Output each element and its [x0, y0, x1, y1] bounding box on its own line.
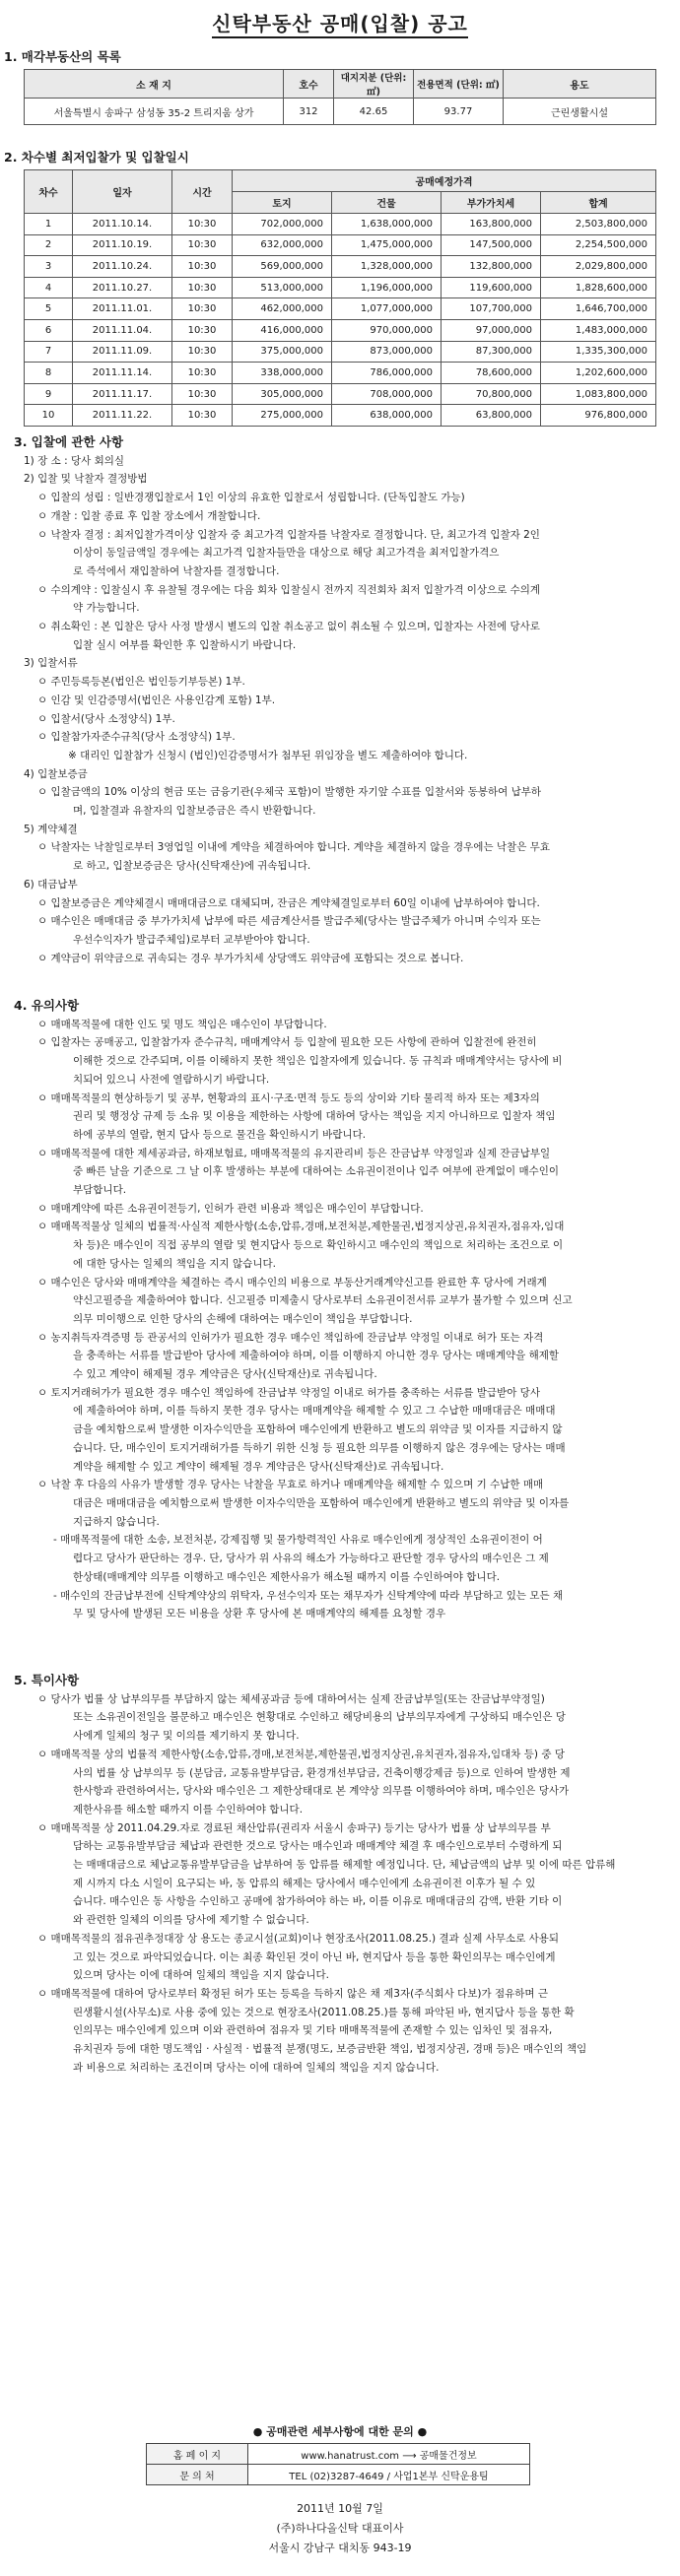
- schedule-cell: 6: [25, 319, 73, 341]
- company-address: 서울시 강남구 대치동 943-19: [268, 2542, 412, 2554]
- text-line: 담하는 교통유발부담금 체납과 관련한 것으로 당사는 매수인과 매매계약 체결 후 매수인으로부터 수령하게 되: [73, 1840, 563, 1853]
- text-line: ㅇ 매매목적물에 대하여 당사로부터 확정된 허가 또는 등록을 득하지 않은 채 제3자(주식회사 다보)가 점유하며 근: [37, 1987, 549, 2000]
- text-line: 렵다고 당사가 판단하는 경우. 단, 당사가 위 사유의 해소가 가능하다고 판단할 경우 당사의 매수인은 그 제: [73, 1552, 549, 1565]
- schedule-cell: 9: [25, 383, 73, 405]
- text-line: ㅇ 토지거래허가가 필요한 경우 매수인 책임하에 잔금납부 약정일 이내로 허가를 충족하는 서류를 발급받아 당사: [37, 1386, 540, 1399]
- text-line: ㅇ 수의계약 : 입찰실시 후 유찰될 경우에는 다음 회차 입찰실시 전까지 직전회차 최저 입찰가격 이상으로 수의계: [37, 583, 541, 596]
- text-line: ㅇ 개찰 : 입찰 종료 후 입찰 장소에서 개찰합니다.: [37, 509, 261, 522]
- schedule-cell: 2011.11.09.: [73, 341, 172, 363]
- schedule-cell: 10:30: [172, 214, 233, 235]
- property-row: [25, 99, 656, 125]
- text-line: 중 빠른 날을 기준으로 그 날 이후 발생하는 부분에 대하여는 소유권이전이나 입주 여부에 관계없이 매수인이: [73, 1165, 560, 1178]
- schedule-cell: 1,828,600,000: [541, 277, 656, 298]
- text-line: 한상태(매매계약 의무를 이행하고 매수인은 제한사유가 해소될 때까지 이를 수인하여야 합니다.: [73, 1570, 501, 1583]
- text-line: ㅇ 주민등록등본(법인은 법인등기부등본) 1부.: [37, 676, 245, 689]
- col-land: 토지: [233, 192, 332, 214]
- text-line: ㅇ 입찰금액의 10% 이상의 현금 또는 금융기관(우체국 포함)이 발행한 자기앞 수표를 입찰서와 동봉하여 납부하: [37, 786, 542, 799]
- schedule-cell: 1,335,300,000: [541, 341, 656, 363]
- schedule-cell: 1,083,800,000: [541, 383, 656, 405]
- text-line: 로 하고, 입찰보증금은 당사(신탁재산)에 귀속됩니다.: [73, 860, 311, 873]
- schedule-cell: 147,500,000: [442, 234, 541, 256]
- inquiry-title: ● 공매관련 세부사항에 대한 문의 ●: [252, 2425, 428, 2438]
- section-4-heading: 4. 유의사항: [14, 998, 80, 1013]
- schedule-row: [25, 234, 656, 256]
- schedule-row: [25, 298, 656, 320]
- schedule-cell: 10: [25, 405, 73, 427]
- schedule-cell: 1,202,600,000: [541, 363, 656, 384]
- text-line: ㅇ 입찰서(당사 소정양식) 1부.: [37, 712, 175, 725]
- schedule-cell: 275,000,000: [233, 405, 332, 427]
- section-4-lines: [14, 1016, 666, 1623]
- cell-unit: 312: [284, 99, 334, 125]
- schedule-cell: 2011.11.01.: [73, 298, 172, 320]
- text-line: ㅇ 매수인은 당사와 매매계약을 체결하는 즉시 매수인의 비용으로 부동산거래계약신고를 완료한 후 당사에 거래계: [37, 1276, 547, 1288]
- col-planned-price: 공매예정가격: [233, 170, 656, 192]
- schedule-header-row-1: [25, 170, 656, 192]
- schedule-cell: 2: [25, 234, 73, 256]
- col-unit: 호수: [284, 70, 334, 99]
- text-line: 1) 장 소 : 당사 회의실: [24, 454, 125, 467]
- text-line: 로 즉석에서 재입찰하여 낙찰자를 결정합니다.: [73, 564, 280, 577]
- schedule-cell: 1,646,700,000: [541, 298, 656, 320]
- contact-value: TEL (02)3287-4649 / 사업1본부 신탁운용팀: [248, 2465, 530, 2485]
- schedule-cell: 8: [25, 363, 73, 384]
- schedule-cell: 97,000,000: [442, 319, 541, 341]
- text-line: 한사항과 관련하여서는, 당사와 매수인은 그 제한상태대로 본 계약상 의무를 이행하여야 하며, 매수인은 당사가: [73, 1785, 570, 1798]
- text-line: 있으며 당사는 이에 대하여 일체의 책임을 지지 않습니다.: [73, 1969, 329, 1982]
- schedule-cell: 569,000,000: [233, 256, 332, 278]
- cell-land-share: 42.65: [334, 99, 414, 125]
- company-name: (주)하나다올신탁 대표이사: [276, 2522, 404, 2535]
- text-line: ㅇ 계약금이 위약금으로 귀속되는 경우 부가가치세 상당액도 위약금에 포함되는 것으로 봅니다.: [37, 952, 464, 964]
- col-building: 건물: [332, 192, 442, 214]
- text-line: 이상이 동일금액일 경우에는 최고가격 입찰자들만을 대상으로 해당 최고가격을 최저입찰가격으: [73, 547, 500, 560]
- section-5-lines: [14, 1690, 666, 2078]
- schedule-cell: 107,700,000: [442, 298, 541, 320]
- schedule-cell: 702,000,000: [233, 214, 332, 235]
- schedule-cell: 375,000,000: [233, 341, 332, 363]
- text-line: 6) 대금납부: [24, 878, 78, 891]
- schedule-cell: 1,483,000,000: [541, 319, 656, 341]
- text-line: 차 등)은 매수인이 직접 공부의 열람 및 현지답사 등으로 확인하시고 매수인의 책임으로 처리하는 조건으로 이: [73, 1239, 564, 1252]
- text-line: 며, 입찰결과 유찰자의 입찰보증금은 즉시 반환합니다.: [73, 805, 316, 818]
- cell-location: 서울특별시 송파구 삼성동 35-2 트리지움 상가: [25, 99, 284, 125]
- contact-table: [146, 2443, 530, 2485]
- schedule-cell: 2011.11.04.: [73, 319, 172, 341]
- schedule-cell: 786,000,000: [332, 363, 442, 384]
- schedule-cell: 5: [25, 298, 73, 320]
- schedule-cell: 10:30: [172, 234, 233, 256]
- schedule-cell: 2011.10.27.: [73, 277, 172, 298]
- schedule-cell: 10:30: [172, 363, 233, 384]
- text-line: 와 관련한 일체의 이의를 당사에 제기할 수 없습니다.: [73, 1914, 309, 1927]
- schedule-cell: 87,300,000: [442, 341, 541, 363]
- schedule-cell: 132,800,000: [442, 256, 541, 278]
- text-line: 우선수익자가 발급주체임)로부터 교부받아야 합니다.: [73, 933, 310, 946]
- notice-date: 2011년 10월 7일: [297, 2502, 383, 2515]
- text-line: 대금은 매매대금을 예치함으로써 발생한 이자수익만을 포함하여 매수인에게 반환하고 별도의 위약금 및 이자를: [73, 1496, 570, 1509]
- schedule-cell: 305,000,000: [233, 383, 332, 405]
- schedule-row: [25, 341, 656, 363]
- schedule-row: [25, 256, 656, 278]
- schedule-row: [25, 277, 656, 298]
- schedule-cell: 10:30: [172, 277, 233, 298]
- text-line: 수 있고 계약이 해제될 경우 계약금은 당사(신탁재산)로 귀속됩니다.: [73, 1368, 377, 1381]
- schedule-cell: 632,000,000: [233, 234, 332, 256]
- text-line: ㅇ 매매목적물에 대한 인도 및 명도 책임은 매수인이 부담합니다.: [37, 1018, 327, 1030]
- text-line: 4) 입찰보증금: [24, 767, 88, 780]
- text-line: 사에게 일체의 청구 및 이의를 제기하지 못 합니다.: [73, 1730, 300, 1743]
- col-land-share: 대지지분 (단위: ㎡): [334, 70, 414, 99]
- text-line: 인의무는 매수인에게 있으며 이와 관련하여 점유자 및 기타 매매목적물에 존재할 수 있는 임차인 및 점유자,: [73, 2024, 553, 2037]
- text-line: 하에 공부의 열람, 현지 답사 등으로 물건을 확인하시기 바랍니다.: [73, 1128, 367, 1141]
- schedule-cell: 10:30: [172, 405, 233, 427]
- text-line: 지급하지 않습니다.: [73, 1515, 160, 1528]
- schedule-cell: 2,503,800,000: [541, 214, 656, 235]
- text-line: ㅇ 낙찰 후 다음의 사유가 발생할 경우 당사는 낙찰을 무효로 하거나 매매계약을 해제할 수 있으며 기 수납한 매매: [37, 1479, 544, 1491]
- col-date: 일자: [73, 170, 172, 214]
- schedule-row: [25, 363, 656, 384]
- text-line: 습니다. 단, 매수인이 토지거래허가를 득하기 위한 신청 등 필요한 의무를 이행하지 않은 경우에는 당사는 매매: [73, 1441, 566, 1454]
- col-time: 시간: [172, 170, 233, 214]
- text-line: 금을 예치함으로써 발생한 이자수익만을 포함하여 매수인에게 반환하고 별도의 위약금 및 이자를 지급하지 않: [73, 1423, 563, 1436]
- text-line: 린생활시설(사무소)로 사용 중에 있는 것으로 현장조사(2011.08.25.)를 통해 파악된 바, 현지답사 등을 통한 확: [73, 2006, 575, 2018]
- schedule-table: [24, 169, 656, 427]
- text-line: ㅇ 매매목적물 상 2011.04.29.자로 경료된 채산압류(권리자 서울시 송파구) 등기는 당사가 법률 상 납부의무를 부: [37, 1821, 551, 1834]
- schedule-cell: 10:30: [172, 341, 233, 363]
- schedule-cell: 416,000,000: [233, 319, 332, 341]
- text-line: ㅇ 매매목적물상 일체의 법률적·사실적 제한사항(소송,압류,경매,보전처분,제한물권,법정지상권,유치권자,점유자,임대: [37, 1221, 565, 1233]
- text-line: 약 가능합니다.: [73, 602, 140, 615]
- col-total: 합계: [541, 192, 656, 214]
- text-line: ㅇ 취소확인 : 본 입찰은 당사 사정 발생시 별도의 입찰 취소공고 없이 취소될 수 있으며, 입찰자는 사전에 당사로: [37, 621, 540, 633]
- schedule-cell: 2,254,500,000: [541, 234, 656, 256]
- schedule-cell: 1,638,000,000: [332, 214, 442, 235]
- text-line: 고 있는 것으로 파악되었습니다. 이는 최종 확인된 것이 아닌 바, 현지답사 등을 통한 확인의무는 매수인에게: [73, 1950, 556, 1963]
- text-line: 또는 소유권이전일을 불문하고 매수인은 현황대로 수인하고 해당비용의 납부의무자에게 구상하되 매수인은 당: [73, 1711, 566, 1724]
- schedule-cell: 513,000,000: [233, 277, 332, 298]
- schedule-cell: 2011.10.14.: [73, 214, 172, 235]
- text-line: ㅇ 당사가 법률 상 납부의무를 부담하지 않는 체세공과금 등에 대하여서는 실제 잔금납부일(또는 잔금납부약정일): [37, 1692, 545, 1705]
- text-line: ㅇ 낙찰자 결정 : 최저입찰가격이상 입찰자 중 최고가격 입찰자를 낙찰자로 결정합니다. 단, 최고가격 입찰자 2인: [37, 528, 540, 541]
- homepage-link[interactable]: www.hanatrust.com ⟶ 공매물건정보: [248, 2444, 530, 2465]
- property-table: [24, 69, 656, 125]
- schedule-cell: 2,029,800,000: [541, 256, 656, 278]
- schedule-cell: 1,196,000,000: [332, 277, 442, 298]
- cell-usage: 근린생활시설: [504, 99, 656, 125]
- text-line: 이해한 것으로 간주되며, 이를 이해하지 못한 책임은 입찰자에게 있습니다. 동 규칙과 매매계약서는 당사에 비: [73, 1055, 563, 1068]
- text-line: 에 제출하여야 하며, 이를 득하지 못한 경우 당사는 매매계약을 해제할 수 있고 그 수납한 매매대금은 매매대: [73, 1405, 556, 1418]
- schedule-cell: 163,800,000: [442, 214, 541, 235]
- section-2-heading: 2. 차수별 최저입찰가 및 입찰일시: [4, 150, 189, 165]
- schedule-cell: 70,800,000: [442, 383, 541, 405]
- text-line: 제한사유를 해소할 때까지 이를 수인하여야 합니다.: [73, 1803, 304, 1816]
- schedule-cell: 78,600,000: [442, 363, 541, 384]
- text-line: 의무 미이행으로 인한 당사의 손해에 대하여는 매수인이 책임을 부담합니다.: [73, 1312, 413, 1325]
- text-line: ㅇ 매매계약에 따른 소유권이전등기, 인허가 관련 비용과 책임은 매수인이 부담합니다.: [37, 1202, 424, 1215]
- schedule-body: [25, 214, 656, 427]
- schedule-cell: 970,000,000: [332, 319, 442, 341]
- schedule-cell: 338,000,000: [233, 363, 332, 384]
- text-line: 과 비용으로 처리하는 조건이며 당사는 이에 대하여 일체의 책임을 지지 않습니다.: [73, 2061, 440, 2074]
- text-line: ㅇ 매매목적물의 현상하등기 및 공부, 현황과의 표시·구조·면적 등도 등의 상이와 기타 물리적 하자 또는 제3자의: [37, 1091, 540, 1104]
- schedule-cell: 638,000,000: [332, 405, 442, 427]
- cell-exclusive-area: 93.77: [414, 99, 504, 125]
- text-line: ※ 대리인 입찰참가 신청시 (법인)인감증명서가 첨부된 위임장을 별도 제출하여야 합니다.: [68, 749, 468, 761]
- text-line: 제 시까지 다소 시일이 요구되는 바, 동 압류의 해제는 당사에서 매수인에게 소유권이전 이후가 될 수 있: [73, 1877, 536, 1889]
- schedule-cell: 2011.11.17.: [73, 383, 172, 405]
- col-exclusive-area: 전용면적 (단위: ㎡): [414, 70, 504, 99]
- schedule-cell: 10:30: [172, 256, 233, 278]
- text-line: 약신고필증을 제출하여야 합니다. 신고필증 미제출시 당사로부터 소유권이전서류 교부가 불가할 수 있으며 신고: [73, 1294, 573, 1307]
- schedule-cell: 708,000,000: [332, 383, 442, 405]
- text-line: 유치권자 등에 대한 명도책임 · 사실적 · 법률적 분쟁(명도, 보증금반환 책임, 법정지상권, 경매 등)은 매수인의 책임: [73, 2043, 587, 2056]
- schedule-cell: 2011.10.19.: [73, 234, 172, 256]
- homepage-label: 홈 페 이 지: [147, 2444, 248, 2465]
- section-3-heading: 3. 입찰에 관한 사항: [14, 434, 124, 449]
- property-table-header: [25, 70, 656, 99]
- schedule-cell: 1: [25, 214, 73, 235]
- text-line: 2) 입찰 및 낙찰자 결정방법: [24, 473, 148, 486]
- section-4: [14, 995, 666, 1623]
- text-line: - 매매목적물에 대한 소송, 보전처분, 강제집행 및 물가항력적인 사유로 매수인에게 정상적인 소유권이전이 어: [53, 1534, 543, 1547]
- text-line: ㅇ 입찰자는 공매공고, 입찰참가자 준수규칙, 매매계약서 등 입찰에 필요한 모든 사항에 관하여 입찰전에 완전히: [37, 1036, 537, 1049]
- schedule-cell: 462,000,000: [233, 298, 332, 320]
- section-1-heading: 1. 매각부동산의 목록: [4, 49, 121, 64]
- section-3-lines: [14, 452, 666, 968]
- text-line: 3) 입찰서류: [24, 657, 78, 670]
- col-usage: 용도: [504, 70, 656, 99]
- schedule-cell: 2011.11.22.: [73, 405, 172, 427]
- schedule-cell: 873,000,000: [332, 341, 442, 363]
- schedule-cell: 976,800,000: [541, 405, 656, 427]
- schedule-cell: 10:30: [172, 383, 233, 405]
- text-line: 는 매매대금으로 체납교통유발부담금을 납부하여 동 압류를 해제할 예정입니다. 단, 체납금액의 납부 및 이에 따른 압류해: [73, 1859, 616, 1872]
- schedule-cell: 10:30: [172, 298, 233, 320]
- col-vat: 부가가치세: [442, 192, 541, 214]
- schedule-cell: 2011.10.24.: [73, 256, 172, 278]
- schedule-cell: 63,800,000: [442, 405, 541, 427]
- text-line: 부담합니다.: [73, 1184, 127, 1197]
- text-line: ㅇ 입찰보증금은 계약체결시 매매대금으로 대체되며, 잔금은 계약체결일로부터 60일 이내에 납부하여야 합니다.: [37, 896, 540, 909]
- text-line: - 매수인의 잔금납부전에 신탁계약상의 위탁자, 우선수익자 또는 채무자가 신탁계약에 따라 부담하고 있는 모든 채: [53, 1589, 564, 1602]
- col-round: 차수: [25, 170, 73, 214]
- text-line: ㅇ 매매목적물 상의 법률적 제한사항(소송,압류,경매,보전처분,제한물권,법정지상권,유치권자,점유자,임대차 등) 중 당: [37, 1748, 565, 1760]
- text-line: 을 충족하는 서류를 발급받아 당사에 제출하여야 하며, 이를 이행하지 아니한 경우 당사는 매매계약을 해제할: [73, 1350, 560, 1362]
- schedule-cell: 3: [25, 256, 73, 278]
- schedule-row: [25, 319, 656, 341]
- text-line: 5) 계약체결: [24, 823, 78, 835]
- text-line: ㅇ 매매목적물의 점유권추정대장 상 용도는 종교시설(교회)이나 현장조사(2011.08.25.) 결과 실제 사무소로 사용되: [37, 1932, 560, 1945]
- page-title: 신탁부동산 공매(입찰) 공고: [0, 8, 680, 36]
- text-line: 치되어 있으니 사전에 열람하시기 바랍니다.: [73, 1073, 270, 1086]
- text-line: 에 대한 당사는 일체의 책임을 지지 않습니다.: [73, 1257, 276, 1270]
- section-3: [14, 431, 666, 967]
- schedule-row: [25, 214, 656, 235]
- schedule-cell: 119,600,000: [442, 277, 541, 298]
- text-line: ㅇ 농지취득자격증명 등 관공서의 인허가가 필요한 경우 매수인 책임하에 잔금납부 약정일 이내로 허가 또는 자격: [37, 1331, 544, 1344]
- schedule-cell: 7: [25, 341, 73, 363]
- text-line: 권리 및 행정상 규제 등 소유 및 이용을 제한하는 사항에 대하여 당사는 책임을 지지 아니하므로 입찰자 책임: [73, 1110, 556, 1123]
- text-line: 사의 법률 상 납부의무 등 (분담금, 교통유발부담금, 환경개선부담금, 건축이행강제금 등)으로 인하여 발생한 제: [73, 1766, 571, 1779]
- schedule-row: [25, 405, 656, 427]
- schedule-cell: 2011.11.14.: [73, 363, 172, 384]
- text-line: ㅇ 낙찰자는 낙찰일로부터 3영업일 이내에 계약을 체결하여야 합니다. 계약을 체결하지 않을 경우에는 낙찰은 무효: [37, 841, 550, 854]
- text-line: 습니다. 매수인은 동 사항을 수인하고 공매에 참가하여야 하는 바, 이를 이유로 매매대금의 감액, 반환 기타 이: [73, 1895, 563, 1908]
- text-line: ㅇ 매매목적물에 대한 제세공과금, 하재보험료, 매매목적물의 유지관리비 등은 잔금납부 약정일과 실제 잔금납부일: [37, 1147, 551, 1159]
- text-line: 입찰 실시 여부를 확인한 후 입찰하시기 바랍니다.: [73, 638, 297, 651]
- text-line: 계약을 해제할 수 있고 계약이 해제될 경우 계약금은 당사(신탁재산)로 귀속됩니다.: [73, 1460, 444, 1473]
- col-location: 소 재 지: [25, 70, 284, 99]
- schedule-cell: 1,328,000,000: [332, 256, 442, 278]
- schedule-cell: 10:30: [172, 319, 233, 341]
- schedule-cell: 1,077,000,000: [332, 298, 442, 320]
- schedule-row: [25, 383, 656, 405]
- text-line: ㅇ 입찰참가자준수규칙(당사 소정양식) 1부.: [37, 731, 236, 744]
- text-line: ㅇ 인감 및 인감증명서(법인은 사용인감계 포함) 1부.: [37, 694, 276, 706]
- text-line: 무 및 당사에 발생된 모든 비용을 상환 후 당사에 본 매매계약의 해제를 요청할 경우: [73, 1608, 446, 1620]
- schedule-cell: 4: [25, 277, 73, 298]
- section-5-heading: 5. 특이사항: [14, 1673, 80, 1687]
- schedule-cell: 1,475,000,000: [332, 234, 442, 256]
- contact-label: 문 의 처: [147, 2465, 248, 2485]
- text-line: ㅇ 매수인은 매매대금 중 부가가치세 납부에 따른 세금계산서를 발급주체(당사는 발급주체가 아니며 수익자 또는: [37, 915, 541, 928]
- section-5: [14, 1670, 666, 2077]
- signature-block: [0, 2499, 680, 2558]
- text-line: ㅇ 입찰의 성립 : 일반경쟁입찰로서 1인 이상의 유효한 입찰로서 성립합니다. (단독입찰도 가능): [37, 492, 465, 504]
